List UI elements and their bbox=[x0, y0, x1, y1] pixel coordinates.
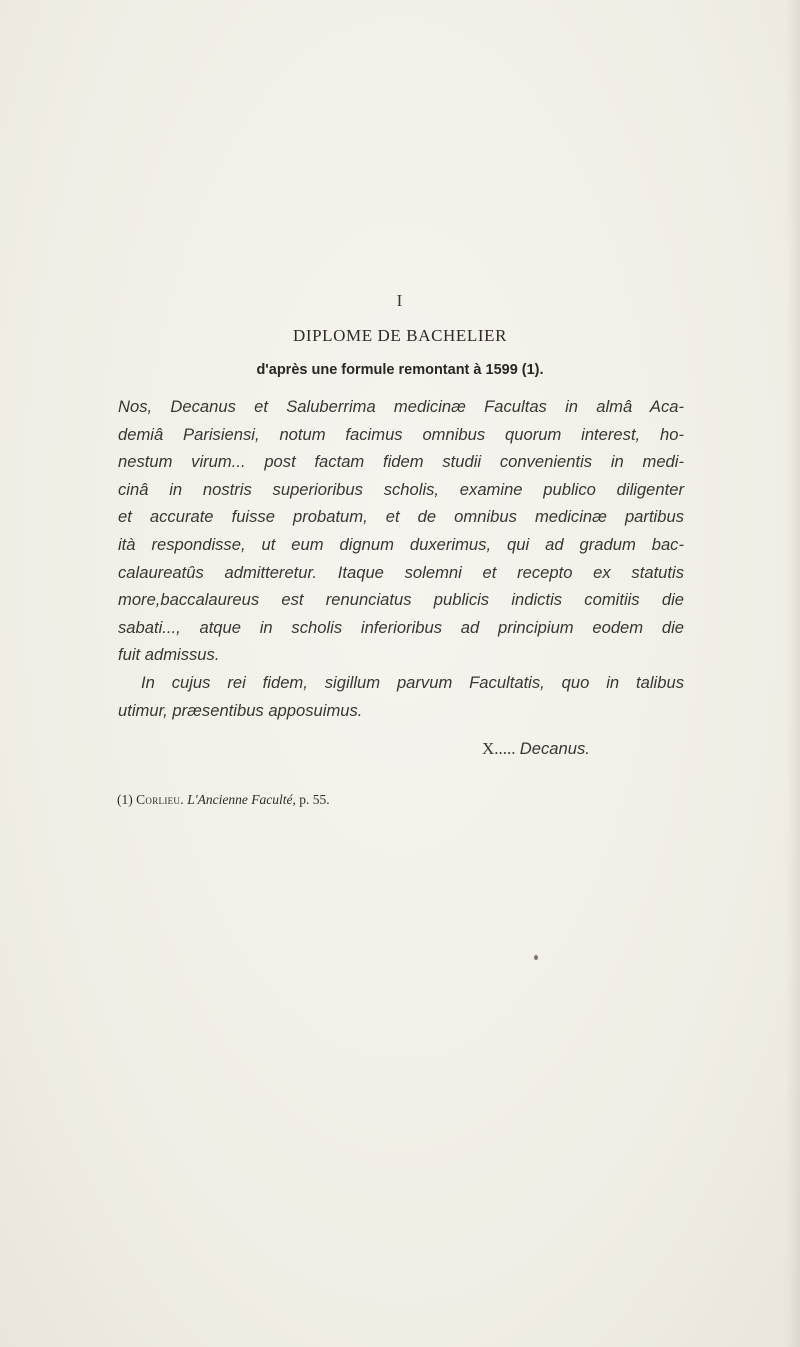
footnote-work: L'Ancienne Faculté, bbox=[187, 792, 296, 807]
text-line: In cujus rei fidem, sigillum parvum Facultatis, quo in talibus bbox=[141, 672, 684, 692]
signature bbox=[482, 739, 590, 759]
text-line: cinâ in nostris superioribus scholis, examine publico diligenter bbox=[118, 479, 684, 499]
footnote-page: p. 55. bbox=[299, 792, 330, 807]
diploma-text bbox=[118, 393, 684, 724]
paper-speck bbox=[534, 955, 538, 960]
page-edge-shadow bbox=[786, 0, 800, 1347]
signature-name: X..... bbox=[482, 739, 516, 758]
text-line: Nos, Decanus et Saluberrima medicinæ Facultas in almâ Aca- bbox=[118, 397, 684, 416]
footnote-marker: (1) bbox=[117, 792, 133, 807]
document-title: DIPLOME DE BACHELIER bbox=[292, 326, 508, 345]
footnote-author: Corlieu. bbox=[136, 792, 184, 807]
footnote bbox=[117, 792, 330, 808]
text-line: utimur, præsentibus apposuimus. bbox=[118, 700, 363, 720]
text-line: demiâ Parisiensi, notum facimus omnibus quorum interest, ho- bbox=[118, 424, 684, 444]
text-line: sabati..., atque in scholis inferioribus ad principium eodem die bbox=[118, 617, 684, 637]
text-line: et accurate fuisse probatum, et de omnibus medicinæ partibus bbox=[118, 507, 684, 527]
text-line: calaureatûs admitteretur. Itaque solemni et recepto ex statutis bbox=[118, 562, 684, 582]
section-number: I bbox=[396, 291, 404, 310]
text-line: ità respondisse, ut eum dignum duxerimus, qui ad gradum bac- bbox=[118, 534, 684, 554]
signature-role: Decanus. bbox=[519, 739, 590, 758]
text-line: more,baccalaureus est renunciatus publicis indictis comitiis die bbox=[118, 590, 684, 610]
document-subtitle: d'après une formule remontant à 1599 (1). bbox=[256, 362, 544, 378]
text-line: fuit admissus. bbox=[118, 645, 220, 665]
text-line: nestum virum... post factam fidem studii convenientis in medi- bbox=[118, 452, 684, 472]
